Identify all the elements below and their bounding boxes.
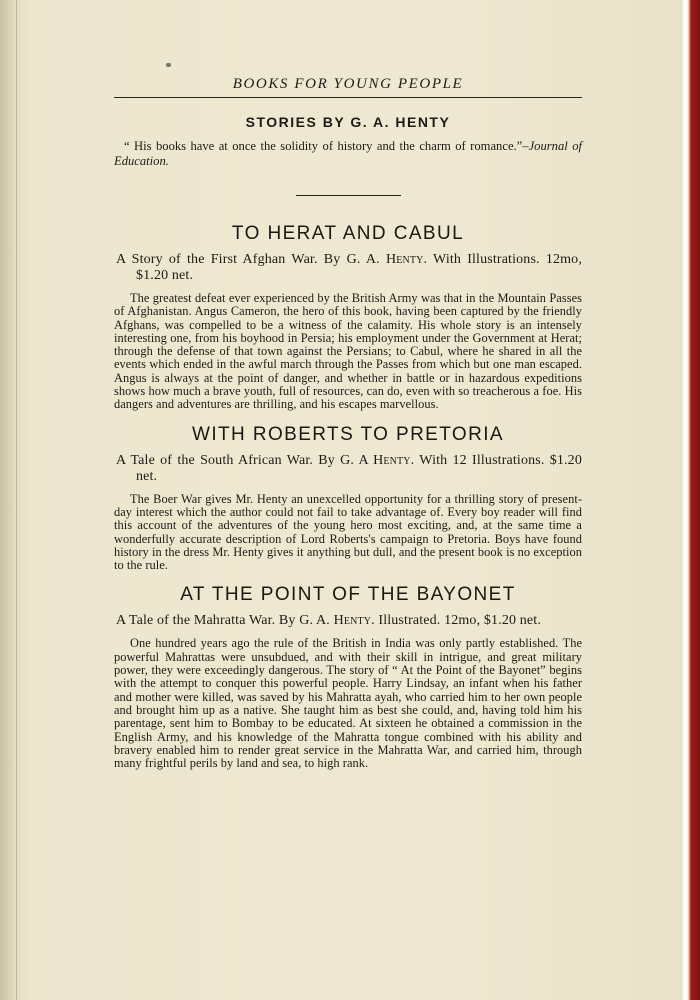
running-head-rule (114, 97, 582, 98)
page-binding-edge (0, 0, 14, 1000)
ink-speck (166, 63, 171, 67)
book-meta-details: Illustrated. 12mo, $1.20 net. (374, 613, 541, 629)
book-meta-details: With 12 Illustrations. $1.20 net. (136, 452, 582, 484)
book-meta-text: A Tale of the South African War. By G. A (116, 452, 374, 468)
book-meta (114, 252, 582, 284)
book-entry-pretoria (114, 423, 582, 573)
book-author: Henty. (333, 613, 375, 629)
book-description: One hundred years ago the rule of the British in India was only partly established. The powerful Mahrattas were unsubdued, and with their skill in intrigue, and great military power, they were exceedingly dangerous. The story of “ At the Point of the Bayonet” begins with the attempt to conquer this powerful people. Harry Lindsay, an infant when his father and mother were killed, was saved by his Mahratta ayah, who carried him to her own people and brought him up as a native. She taught him as best she could, and, having told him his parentage, sent him to Bombay to be educated. At sixteen he obtained a commission in the English Army, and his knowledge of the Mahratta tongue combined with his ability and bravery enabled him to render great service in the Mahratta War, and carried him, through many frightful perils by land and sea, to high rank. (114, 636, 582, 771)
book-entry-herat (114, 222, 582, 412)
series-title: STORIES BY G. A. HENTY (245, 114, 451, 130)
book-title: TO HERAT AND CABUL (231, 223, 465, 244)
book-author: Henty. (373, 452, 415, 468)
book-title: AT THE POINT OF THE BAYONET (180, 584, 516, 606)
book-meta (114, 613, 582, 629)
quote-source: Journal of Education. (114, 139, 582, 168)
review-quote (114, 139, 582, 169)
page-content (114, 74, 582, 770)
book-cover-edge (682, 0, 700, 1000)
section-divider (296, 195, 401, 196)
book-author: Henty. (385, 252, 428, 267)
book-entry-bayonet (114, 583, 582, 770)
book-description: The Boer War gives Mr. Henty an unexcelled opportunity for a thrilling story of present-day interest which the author could not fail to take advantage of. Every boy reader will find this account of the adventures of the young hero most exciting, and, at the same time a wonderfully accurate description of Lord Roberts's campaign to Pretoria. Boys have found history in the dress Mr. Henty gives it anything but dull, and the present book is no exception to the rule. (114, 491, 582, 573)
book-description: The greatest defeat ever experienced by the British Army was that in the Mountain Passes of Afghanistan. Angus Cameron, the hero of this book, having been captured by the friendly Afghans, was compelled to be a witness of the calamity. His whole story is an intensely interesting one, from his boyhood in Persia; his employment under the Government at Herat; through the defense of that town against the Persians; to Cabul, where he shared in all the events which ended in the awful march through the Passes from which but one man escaped. Angus is always at the point of danger, and whether in battle or in hazardous expeditions shows how much a brave youth, full of resources, can do, even with so treacherous a foe. His dangers and adventures are thrilling, and his escapes marvellous. (114, 291, 582, 412)
quote-text: “ His books have at once the solidity of history and the charm of romance.”– (124, 139, 529, 153)
page-margin-line (16, 0, 17, 1000)
book-meta (114, 453, 582, 485)
book-title: WITH ROBERTS TO PRETORIA (192, 423, 504, 445)
book-meta-details: With Illustrations. 12mo, $1.20 net. (136, 252, 582, 283)
running-head: BOOKS FOR YOUNG PEOPLE (232, 76, 464, 92)
book-meta-text: A Tale of the Mahratta War. By G. A. (116, 613, 334, 629)
book-meta-text: A Story of the First Afghan War. By G. A. (116, 252, 386, 267)
